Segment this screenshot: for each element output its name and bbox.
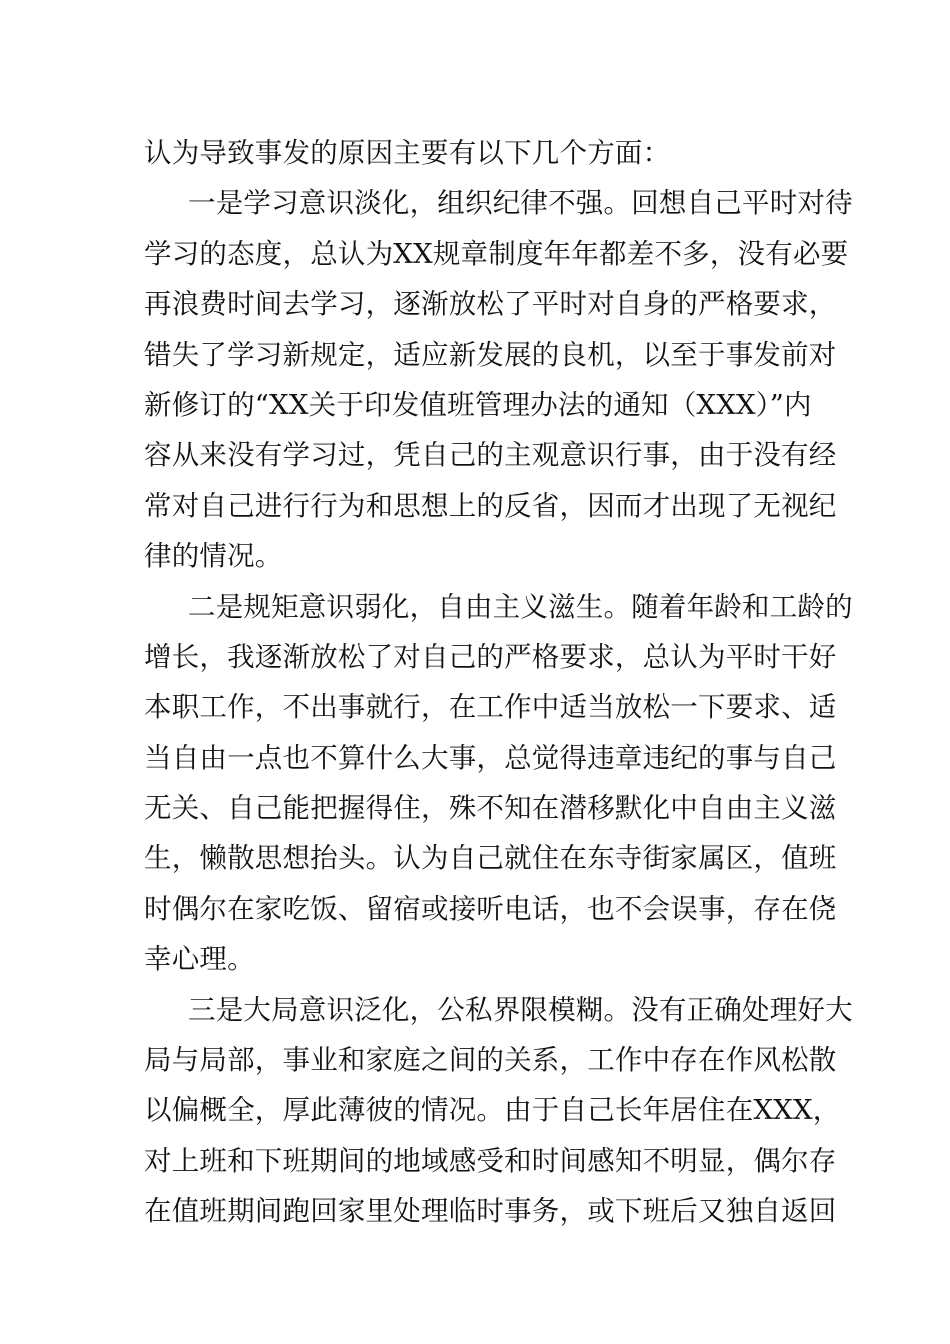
paragraph-1-heading-line: 一是学习意识淡化，组织纪律不强。回想自己平时对待 [188,187,853,220]
text-line: 增长，我逐渐放松了对自己的严格要求，总认为平时干好 [144,640,837,673]
paragraph-3-heading-line: 三是大局意识泛化，公私界限模糊。没有正确处理好大 [188,993,853,1026]
text-line: 对上班和下班期间的地域感受和时间感知不明显，偶尔存 [144,1144,837,1177]
text-line: 幸心理。 [144,943,255,976]
text-line: 时偶尔在家吃饭、留宿或接听电话，也不会误事，存在侥 [144,892,837,925]
text-line: 生，懒散思想抬头。认为自己就住在东寺街家属区，值班 [144,842,837,875]
text-line: 新修订的“XX关于印发值班管理办法的通知（XXX）”内 [144,388,812,421]
paragraph-2-heading-line: 二是规矩意识弱化，自由主义滋生。随着年龄和工龄的 [188,590,853,623]
text-line: 局与局部，事业和家庭之间的关系，工作中存在作风松散 [144,1044,837,1077]
text-line: 以偏概全，厚此薄彼的情况。由于自己长年居住在XXX， [144,1094,841,1127]
text-line: 在值班期间跑回家里处理临时事务，或下班后又独自返回 [144,1195,837,1228]
text-line: 学习的态度，总认为XX规章制度年年都差不多，没有必要 [144,237,849,270]
text-line: 无关、自己能把握得住，殊不知在潜移默化中自由主义滋 [144,792,837,825]
text-line: 再浪费时间去学习，逐渐放松了平时对自身的严格要求， [144,288,837,321]
text-line: 本职工作，不出事就行，在工作中适当放松一下要求、适 [144,691,837,724]
text-line: 容从来没有学习过，凭自己的主观意识行事，由于没有经 [144,439,837,472]
text-line: 律的情况。 [144,540,283,573]
text-line: 当自由一点也不算什么大事，总觉得违章违纪的事与自己 [144,741,837,774]
text-line: 常对自己进行行为和思想上的反省，因而才出现了无视纪 [144,489,837,522]
text-line: 错失了学习新规定，适应新发展的良机，以至于事发前对 [144,338,837,371]
text-line: 认为导致事发的原因主要有以下几个方面： [144,137,671,169]
body-text [144,128,853,1237]
